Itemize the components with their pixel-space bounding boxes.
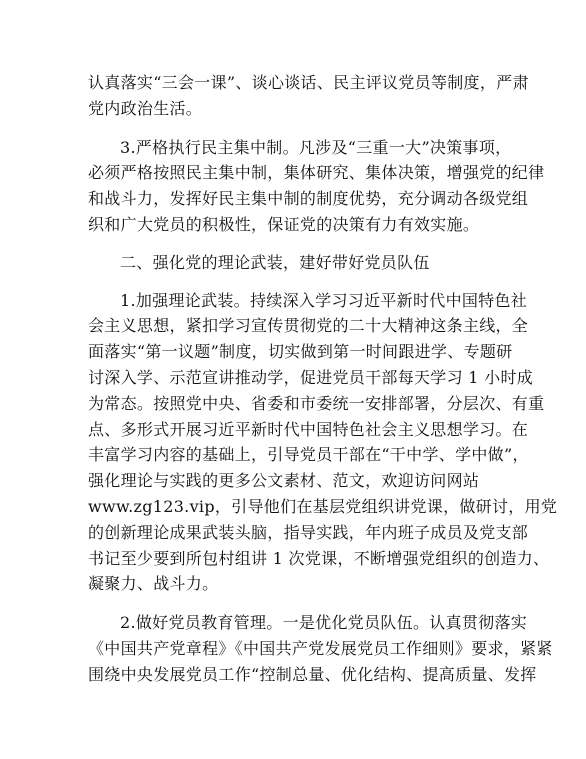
paragraph-line: 的创新理论成果武装头脑，指导实践，年内班子成员及党支部 (88, 522, 529, 542)
paragraph-line: 为常态。按照党中央、省委和市委统一安排部署，分层次、有重 (88, 393, 545, 413)
paragraph-line: www.zg123.vip，引导他们在基层党组织讲党课，做研讨，用党 (88, 496, 558, 516)
paragraph-line: 党内政治生活。 (88, 98, 203, 118)
paragraph-line: 认真落实“三会一课”、谈心谈话、民主评议党员等制度，严肃 (88, 73, 529, 92)
paragraph-line: 凝聚力、战斗力。 (88, 574, 219, 594)
document-body (88, 70, 558, 688)
paragraph-line: 和战斗力，发挥好民主集中制的制度优势，充分调动各级党组 (88, 189, 529, 209)
section-2-heading-line: 2.做好党员教育管理。一是优化党员队伍。认真贯彻落实 (120, 613, 528, 633)
paragraph-line: 面落实“第一议题”制度，切实做到第一时间跟进学、专题研 (88, 342, 513, 362)
paragraph-line: 点、多形式开展习近平新时代中国特色社会主义思想学习。在 (88, 419, 529, 439)
chapter-heading: 二、强化党的理论武装，建好带好党员队伍 (120, 252, 430, 272)
paragraph-line: 书记至少要到所包村组讲 1 次党课，不断增强党组织的创造力、 (88, 548, 550, 568)
paragraph-line: 会主义思想，紧扣学习宣传贯彻党的二十大精神这条主线，全 (88, 316, 529, 336)
section-3-heading-line: 3.严格执行民主集中制。凡涉及“三重一大”决策事项， (120, 137, 512, 157)
paragraph-line: 围绕中央发展党员工作“控制总量、优化结构、提高质量、发挥 (88, 664, 537, 684)
paragraph-line: 讨深入学、示范宣讲推动学，促进党员干部每天学习 1 小时成 (88, 367, 534, 387)
paragraph-line: 丰富学习内容的基础上，引导党员干部在“干中学、学中做”， (88, 445, 529, 465)
paragraph-line: 《中国共产党章程》《中国共产党发展党员工作细则》要求，紧紧 (88, 638, 553, 658)
paragraph-line: 必须严格按照民主集中制，集体研究、集体决策，增强党的纪律 (88, 163, 545, 183)
paragraph-line: 强化理论与实践的更多公文素材、范文，欢迎访问网站 (88, 471, 480, 491)
section-1-heading-line: 1.加强理论武装。持续深入学习习近平新时代中国特色社 (120, 290, 528, 310)
paragraph-line: 织和广大党员的积极性，保证党的决策有力有效实施。 (88, 214, 480, 234)
